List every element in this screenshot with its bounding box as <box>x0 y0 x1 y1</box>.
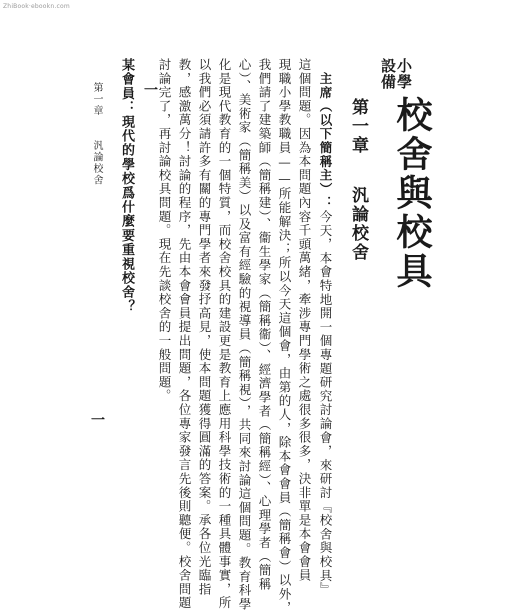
chair-speech-first-line <box>317 72 333 597</box>
chapter-number: 第一章 <box>348 98 368 155</box>
speech-line-1: 這個問題。因為本問題內容千頭萬緒，牽涉專門學術之處很多很多，決非單是本會會員 <box>297 58 312 583</box>
speech-line-5: 化是現代教育的一個特質，而校舍校具的建設更是教育上應用科學技術的一種具體事實，所 <box>217 58 232 610</box>
chapter-title: 汎論校舍 <box>348 186 368 262</box>
watermark: ZhiBook·ebookn.com <box>3 3 70 10</box>
footer-chapter: 第一章 <box>91 82 102 117</box>
speech-line-4: 心）、美術家（簡稱美）以及富有經驗的視導員（簡稱視），共同來討論這個問題。教育科學 <box>237 58 252 612</box>
speech-line-7: 教，感激萬分！討論的程序，先由本會會員提出問題，各位專家發言先後則聽便。校舍問題 <box>177 58 192 610</box>
page-number: 一 <box>91 413 105 429</box>
footer-title: 汎論校舍 <box>91 140 102 186</box>
book-subtitle-bottom: 設備 <box>379 58 397 90</box>
book-title: 校舍與校具 <box>391 96 433 291</box>
question-text: 現代的學校爲什麼要重視校舍？ <box>119 114 134 314</box>
speaker-label: 主席（以下簡稱主）： <box>318 72 333 210</box>
speech-line-6: 以我們必須請許多有關的專門學者來發抒高見，使本問題獲得圓滿的答案。承各位光臨指 <box>197 58 212 597</box>
question <box>118 58 134 358</box>
speech-line-8: 討論完了，再討論校具問題。現在先談校舍的一般問題。 <box>157 58 172 403</box>
speech-text: 今天，本會特地開一個專題研究討論會，來研討『校舍與校具』 <box>318 210 333 597</box>
speech-line-3: 我們請了建築師（簡稱建）、衞生學家（簡稱衞）、經濟學者（簡稱經）、心理學者（簡稱 <box>257 58 272 592</box>
question-speaker-label: 某會員： <box>119 58 134 115</box>
book-subtitle-top: 小學 <box>395 58 413 90</box>
section-mark: 一 <box>144 83 158 99</box>
speech-line-2: 現職小學教職員——所能解決；所以今天這個會，由第的人，除本會會員（簡稱會）以外， <box>277 58 292 615</box>
